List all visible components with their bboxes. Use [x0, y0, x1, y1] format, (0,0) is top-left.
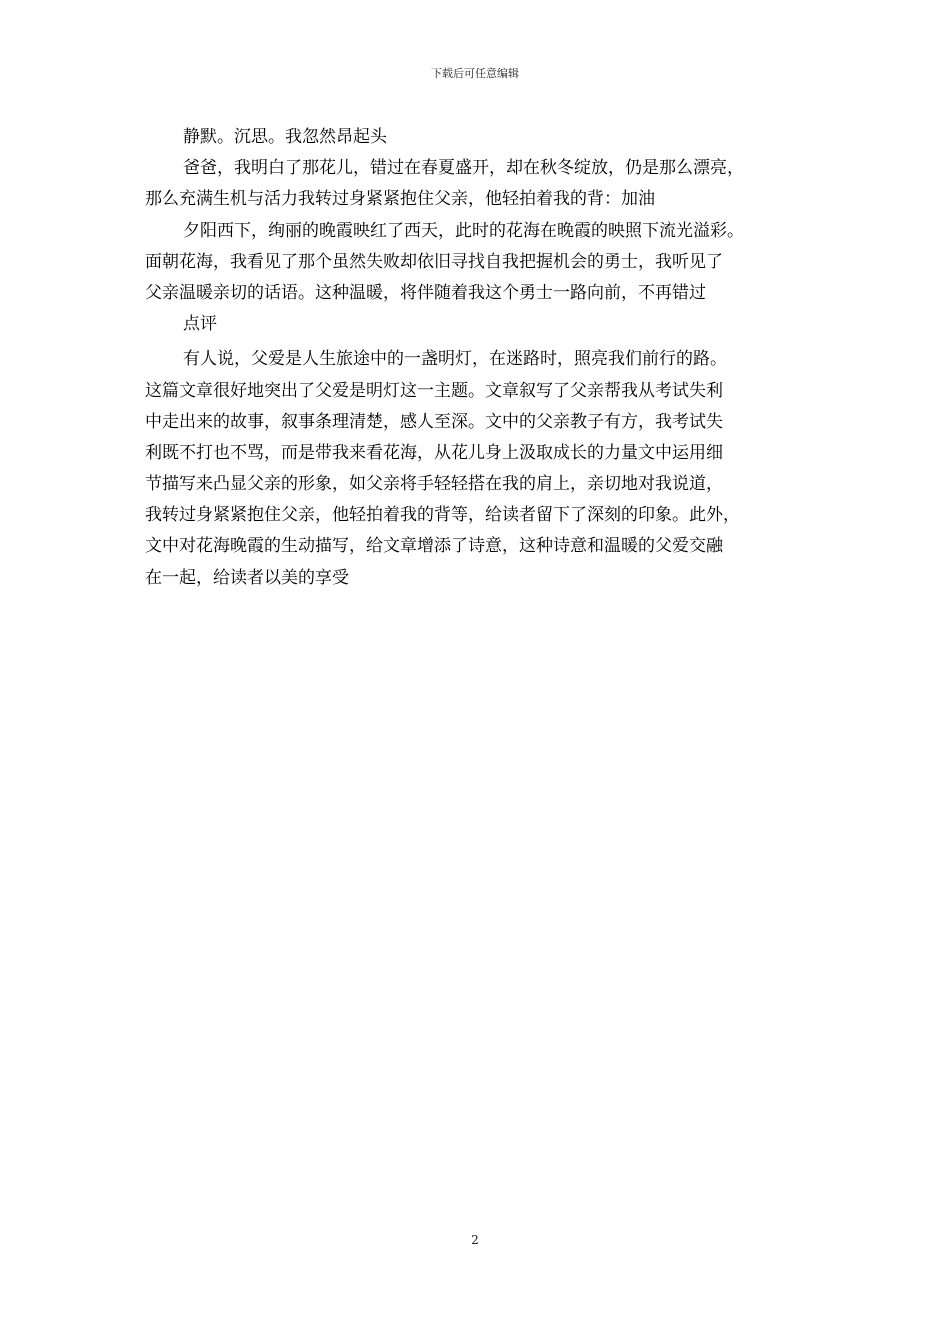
page-header: 下载后可任意编辑: [431, 67, 519, 80]
paragraph-review-heading: [145, 309, 817, 340]
text-line: 这篇文章很好地突出了父爱是明灯这一主题。文章叙写了父亲帮我从考试失利: [145, 380, 723, 401]
paragraph-dad: [145, 153, 817, 215]
text-line: 那么充满生机与活力我转过身紧紧抱住父亲，他轻拍着我的背：加油: [145, 189, 655, 210]
section-heading: 点评: [183, 314, 217, 335]
paragraph-review: [145, 344, 817, 594]
text-line: 静默。沉思。我忽然昂起头: [183, 127, 387, 147]
page-number: 2: [471, 1233, 479, 1247]
document-body: [145, 122, 817, 594]
text-line: 爸爸，我明白了那花儿，错过在春夏盛开，却在秋冬绽放，仍是那么漂亮，: [183, 158, 744, 179]
paragraph-pause: [145, 122, 817, 153]
text-line: 文中对花海晚霞的生动描写，给文章增添了诗意，这种诗意和温暖的父爱交融: [145, 536, 723, 557]
text-line: 利既不打也不骂，而是带我来看花海，从花儿身上汲取成长的力量文中运用细: [145, 442, 723, 463]
text-line: 节描写来凸显父亲的形象，如父亲将手轻轻搭在我的肩上，亲切地对我说道，: [145, 474, 723, 495]
text-line: 中走出来的故事，叙事条理清楚，感人至深。文中的父亲教子有方，我考试失: [145, 411, 723, 432]
paragraph-sunset: [145, 216, 817, 310]
text-line: 有人说，父爱是人生旅途中的一盏明灯，在迷路时，照亮我们前行的路。: [183, 349, 727, 370]
text-line: 夕阳西下，绚丽的晚霞映红了西天，此时的花海在晚霞的映照下流光溢彩。: [183, 220, 744, 241]
text-line: 在一起，给读者以美的享受: [145, 567, 349, 588]
text-line: 父亲温暖亲切的话语。这种温暖，将伴随着我这个勇士一路向前，不再错过: [145, 282, 706, 303]
text-line: 我转过身紧紧抱住父亲，他轻拍着我的背等，给读者留下了深刻的印象。此外，: [145, 505, 740, 526]
text-line: 面朝花海，我看见了那个虽然失败却依旧寻找自我把握机会的勇士，我听见了: [145, 251, 723, 272]
